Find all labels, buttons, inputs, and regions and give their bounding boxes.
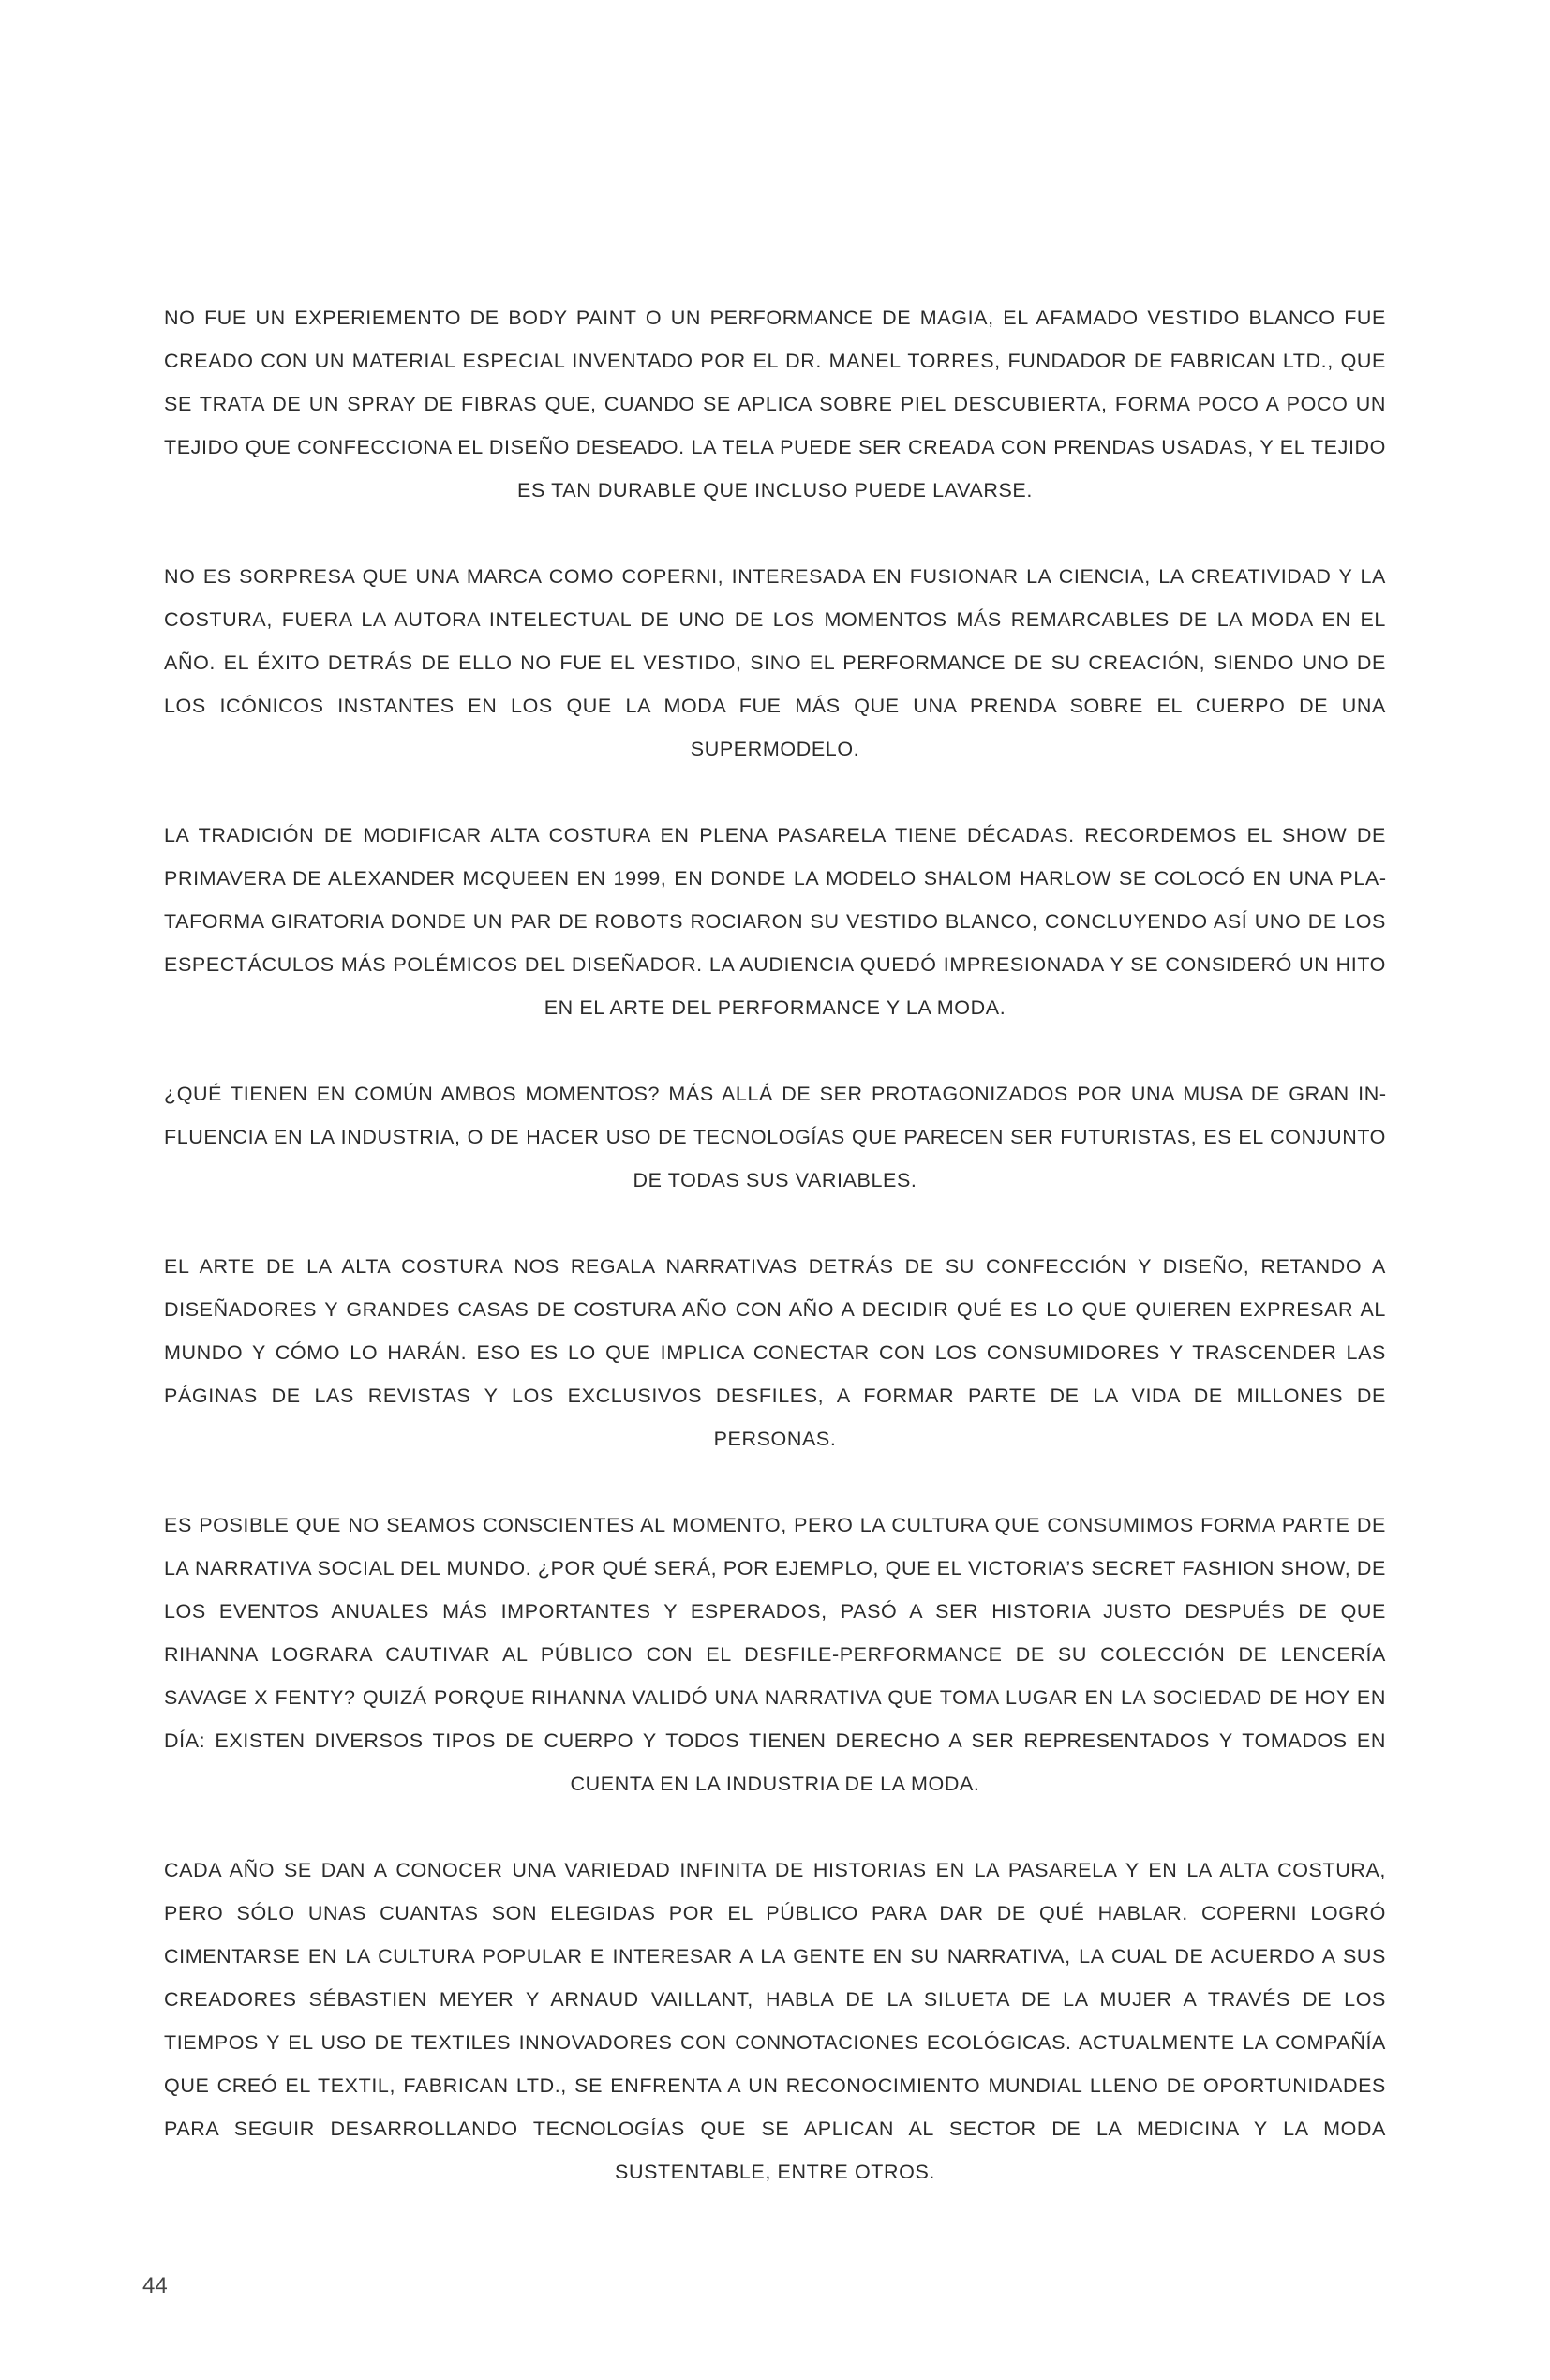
- paragraph: EL ARTE DE LA ALTA COSTURA NOS REGALA NARRATIVAS DETRÁS DE SU CONFECCIÓN Y DISEÑO, RETANDO A DISEÑADORES Y GRANDES CASAS DE COSTURA AÑO CON AÑO A DECIDIR QUÉ ES LO QUE QUIEREN EXPRESAR AL MUNDO Y CÓMO LO HARÁN. ESO ES LO QUE IMPLICA CONECTAR CON LOS CONSUMIDORES Y TRASCENDER LAS PÁGINAS DE LAS REVISTAS Y LOS EXCLUSIVOS DESFILES, A FORMAR PARTE DE LA VIDA DE MILLONES DE PERSONAS.: [164, 1255, 1386, 1450]
- page-number: 44: [142, 2273, 168, 2298]
- paragraph: ES POSIBLE QUE NO SEAMOS CONSCIENTES AL MOMENTO, PERO LA CULTURA QUE CONSUMIMOS FORMA PARTE DE LA NARRATIVA SOCIAL DEL MUNDO. ¿POR QUÉ SERÁ, POR EJEMPLO, QUE EL VICTORIA’S SECRET FASHION SHOW, DE LOS EVENTOS ANUALES MÁS IMPORTANTES Y ESPERADOS, PASÓ A SER HISTORIA JUSTO DESPUÉS DE QUE RIHANNA LOGRARA CAUTIVAR AL PÚBLICO CON EL DESFILE-PERFORMANCE DE SU COLECCIÓN DE LENCERÍA SAVAGE X FENTY? QUIZÁ PORQUE RIHANNA VALIDÓ UNA NARRATIVA QUE TOMA LUGAR EN LA SOCIEDAD DE HOY EN DÍA: EXISTEN DIVERSOS TIPOS DE CUERPO Y TODOS TIENEN DERECHO A SER REPRESENTADOS Y TOMADOS EN CUENTA EN LA INDUSTRIA DE LA MODA.: [164, 1514, 1386, 1795]
- paragraph: NO FUE UN EXPERIEMENTO DE BODY PAINT O UN PERFORMANCE DE MAGIA, EL AFAMADO VESTIDO BLANCO FUE CREADO CON UN MATERIAL ESPECIAL INVENTADO POR EL DR. MANEL TORRES, FUNDADOR DE FABRICAN LTD., QUE SE TRATA DE UN SPRAY DE FIBRAS QUE, CUANDO SE APLICA SOBRE PIEL DESCUBIERTA, FORMA POCO A POCO UN TEJIDO QUE CONFECCIONA EL DISEÑO DESEADO. LA TELA PUEDE SER CREADA CON PRENDAS USADAS, Y EL TEJIDO ES TAN DURABLE QUE INCLUSO PUEDE LAVARSE.: [164, 307, 1386, 501]
- paragraph: NO ES SORPRESA QUE UNA MARCA COMO COPERNI, INTERESADA EN FUSIONAR LA CIENCIA, LA CREATIVIDAD Y LA COSTURA, FUERA LA AUTORA INTELECTUAL DE UNO DE LOS MOMENTOS MÁS REMARCABLES DE LA MODA EN EL AÑO. EL ÉXITO DETRÁS DE ELLO NO FUE EL VESTIDO, SINO EL PERFORMANCE DE SU CREACIÓN, SIENDO UNO DE LOS ICÓNICOS INSTANTES EN LOS QUE LA MODA FUE MÁS QUE UNA PRENDA SOBRE EL CUERPO DE UNA SUPERMODELO.: [164, 565, 1386, 760]
- article-body: [164, 296, 1386, 2193]
- paragraph: CADA AÑO SE DAN A CONOCER UNA VARIEDAD INFINITA DE HISTORIAS EN LA PASARELA Y EN LA ALTA COSTURA, PERO SÓLO UNAS CUANTAS SON ELEGIDAS POR EL PÚBLICO PARA DAR DE QUÉ HABLAR. COPERNI LOGRÓ CIMENTARSE EN LA CULTURA POPULAR E INTERESAR A LA GENTE EN SU NARRATIVA, LA CUAL DE ACUERDO A SUS CREADORES SÉBASTIEN MEYER Y ARNAUD VAILLANT, HABLA DE LA SILUETA DE LA MUJER A TRAVÉS DE LOS TIEMPOS Y EL USO DE TEXTILES INNOVADORES CON CONNOTACIONES ECOLÓGICAS. ACTUALMENTE LA COMPAÑÍA QUE CREÓ EL TEXTIL, FABRICAN LTD., SE ENFRENTA A UN RECONOCIMIENTO MUNDIAL LLENO DE OPORTUNIDADES PARA SEGUIR DESARROLLANDO TECNOLOGÍAS QUE SE APLICAN AL SECTOR DE LA MEDICINA Y LA MODA SUSTENTABLE, ENTRE OTROS.: [164, 1859, 1386, 2183]
- paragraph: LA TRADICIÓN DE MODIFICAR ALTA COSTURA EN PLENA PASARELA TIENE DÉCADAS. RECORDEMOS EL SHOW DE PRIMAVERA DE ALEXANDER MCQUEEN EN 1999, EN DONDE LA MODELO SHALOM HARLOW SE COLOCÓ EN UNA PLATAFORMA GIRATORIA DONDE UN PAR DE ROBOTS ROCIARON SU VESTIDO BLANCO, CONCLUYENDO ASÍ UNO DE LOS ESPECTÁCULOS MÁS POLÉMICOS DEL DISEÑADOR. LA AUDIENCIA QUEDÓ IMPRESIONADA Y SE CONSIDERÓ UN HITO EN EL ARTE DEL PERFORMANCE Y LA MODA.: [164, 824, 1386, 1019]
- paragraph: ¿QUÉ TIENEN EN COMÚN AMBOS MOMENTOS? MÁS ALLÁ DE SER PROTAGONIZADOS POR UNA MUSA DE GRAN INFLUENCIA EN LA INDUSTRIA, O DE HACER USO DE TECNOLOGÍAS QUE PARECEN SER FUTURISTAS, ES EL CONJUNTO DE TODAS SUS VARIABLES.: [164, 1083, 1386, 1191]
